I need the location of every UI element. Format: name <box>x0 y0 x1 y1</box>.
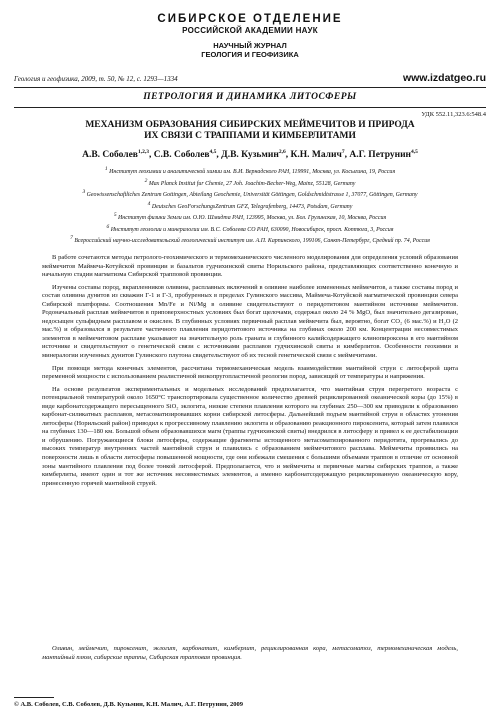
masthead-journal-type: НАУЧНЫЙ ЖУРНАЛ <box>213 41 287 50</box>
author-list: А.В. Соболев$^{1,2,3}$, С.В. Соболев$^{4,5}$, Д.В. Кузьмин$^{2,6}$, К.Н. Малич$^7$, А.Г. Петрунин$^{4,5}$ <box>82 149 418 161</box>
journal-masthead <box>0 0 500 59</box>
affiliation-item: $^4$ Deutsches GeoForschungsZentrum GFZ, Telegrafenberg, 14473, Potsdam, Germany <box>147 200 353 210</box>
abstract-paragraph: При помощи метода конечных элементов, рассчитана термомеханическая модель взаимодействия мантийной струи с литосферой щита переменной мощности с использованием реалистичной вязкопругопластичной реологии пород, зависящей от температуры и напряжения. <box>42 364 458 381</box>
affiliation-item: $^7$ Всероссийский научно-исследовательский геологический институт им. А.П. Карпинского, 199106, Санкт-Петербург, Средний пр. 74, Россия <box>70 235 430 245</box>
affiliation-item: $^2$ Max Planck Institut fur Chemie, 27 Joh. Joachim-Becher-Weg, Mainz, 55128, Germany <box>144 177 356 187</box>
affiliation-item: $^1$ Институт геохимии и аналитической химии им. В.И. Вернадского РАН, 119991, Москва, ул. Косыгина, 19, Россия <box>104 166 396 175</box>
journal-citation: Геология и геофизика, 2009, т. 50, № 12, с. 1293—1334 <box>14 75 178 83</box>
abstract-paragraph: На основе результатов экспериментальных и модельных исследований предполагается, что мантийная струя перегретого возраста с потенциальной температурой около 1650°C транспортировала существенное количество древней рециклированной океанической коры (до 15%) в виде карбонатсодержащего пересыщенного SiO₂ эклогита, низкие степени плавления которого на глубинах 250—300 км приводили к образованию карбонат-силикатных расплавов, метасоматизировавших корни сибирской литосферы. Дальнейший подъем мантийной струи в областях утонения литосферы (Норильский район) приводил к прогрессивному плавлению эклогита и образованию реакционного пироксенита, который затем плавился на глубинах 130—180 км. Большой объем образовавшихся магм (траппы гудчихинской свиты) внедрился в литосферу и привел к ее дестабилизации и обрушению. Погружающиеся блоки литосферы, содержащие фрагменты истощенного метасоматизированного перидотита, прогревались до высоких температур внутренних частей мантийной струи и плавились с образованием меймечитового расплава. Меймечиты проявились на поверхности лишь в области литосферы повышенной мощности, где они избежали смешения с большими объемами траппов в отличие от основной зоны мантийного плавления под более тонкой литосферой. Предполагается, что и меймечиты и первичные магмы сибирских траппов, а также кимберлиты, имеют один и тот же источник несовместимых элементов, а именно карбонатсодержащую рециклированную океаническую кору, принесенную горячей мантийной струей. <box>42 385 458 487</box>
citation-bar <box>14 72 486 88</box>
affiliation-item: $^6$ Институт геологии и минералогии им. В.С. Соболева СО РАН, 630090, Новосибирск, просп. Коптюга, 3, Россия <box>106 223 394 233</box>
title-line: МЕХАНИЗМ ОБРАЗОВАНИЯ СИБИРСКИХ МЕЙМЕЧИТОВ И ПРИРОДА <box>85 120 415 130</box>
abstract-paragraph: Изучены составы пород, вкрапленников оливина, расплавных включений в оливине наиболее измененных меймечитов, а также составы пород и состав оливина дунитов из скважин Г-1 и Г-3, пробуренных в пределах Гулинского массива, Маймеча-Котуйской магматической провинции севера Сибирской платформы. Соотношения Mn/Fe и Ni/Mg в оливине свидетельствуют о перидотитовом мантийном источнике меймечитов. Родоначальный расплав меймечитов в приповерхностных условиях был богат щелочами, содержал около 24 % MgO, был значительно дегазирован, недосыщен сульфидным расплавом и окислен. В глубинных условиях первичный расплав меймечита был, вероятно, богат CO₂ (6 мас.%) и H₂O (2 мас.%) и образовался в результате частичного плавления перидотитового источника на глубинах около 200 км. Концентрации несовместимых элементов в меймечитовом расплаве указывают на значительную роль граната и глубинного калийсодержащего клинопироксена в его мантийном источнике и свидетельствуют о генетической связи с источниками расплавов гудчихинской свиты и кимберлитов. Особенности геохимии и минералогии изученных дунитов Гулинского плутона свидетельствуют об их тесной генетической связи с меймечитами. <box>42 283 458 360</box>
affiliation-item: $^5$ Институт физики Земли им. О.Ю. Шмидта РАН, 123995, Москва, ул. Бол. Грузинская, 10, Москва, Россия <box>113 212 387 222</box>
masthead-journal-name: ГЕОЛОГИЯ И ГЕОФИЗИКА <box>201 50 299 59</box>
section-heading: ПЕТРОЛОГИЯ И ДИНАМИКА ЛИТОСФЕРЫ <box>14 92 486 108</box>
masthead-academy: РОССИЙСКОЙ АКАДЕМИИ НАУК <box>182 26 318 35</box>
footer-divider <box>14 697 54 698</box>
author: К.Н. Малич$^7$ <box>290 149 345 161</box>
affiliations <box>22 165 478 246</box>
copyright-notice: © А.В. Соболев, С.В. Соболев, Д.В. Кузьмин, К.Н. Малич, А.Г. Петрунин, 2009 <box>14 701 243 708</box>
title-line: ИХ СВЯЗИ С ТРАППАМИ И КИМБЕРЛИТАМИ <box>144 131 356 141</box>
article-title <box>40 120 460 142</box>
abstract-paragraph: В работе сочетаются методы петролого-геохимического и термомеханического численного моделирования для определения условий образования меймечитов Маймеча-Котуйской провинции и базальтов гудчихинской свиты Норильского района, представляющих соответственно конечную и начальную стадии магматизма Сибирской трапповой провинции. <box>42 254 458 279</box>
masthead-org: СИБИРСКОЕ ОТДЕЛЕНИЕ <box>157 13 343 25</box>
abstract <box>42 254 458 492</box>
udk-code: УДК 552.11,323.6:548.4 <box>421 111 486 118</box>
keywords: Оливин, меймечит, пироксенит, эклогит, карбонатит, кимберлит, рециклированная кора, метасоматоз, термомеханическая модель, мантийный плюм, сибирские траппы, Сибирская трапповая провинция. <box>42 645 458 661</box>
author: А.В. Соболев$^{1,2,3}$ <box>82 149 149 161</box>
journal-website-link[interactable]: www.izdatgeo.ru <box>402 72 486 84</box>
affiliation-item: $^3$ Geowissenschaftliches Zentrum Gottingen, Abteilung Geochemie, Universität Göttingen, Goldschmidtstrasse 1, 37077, Göttingen, Germany <box>82 189 418 199</box>
author: А.Г. Петрунин$^{4,5}$ <box>349 149 418 161</box>
author: С.В. Соболев$^{4,5}$ <box>153 149 217 161</box>
author: Д.В. Кузьмин$^{2,6}$ <box>221 149 286 161</box>
